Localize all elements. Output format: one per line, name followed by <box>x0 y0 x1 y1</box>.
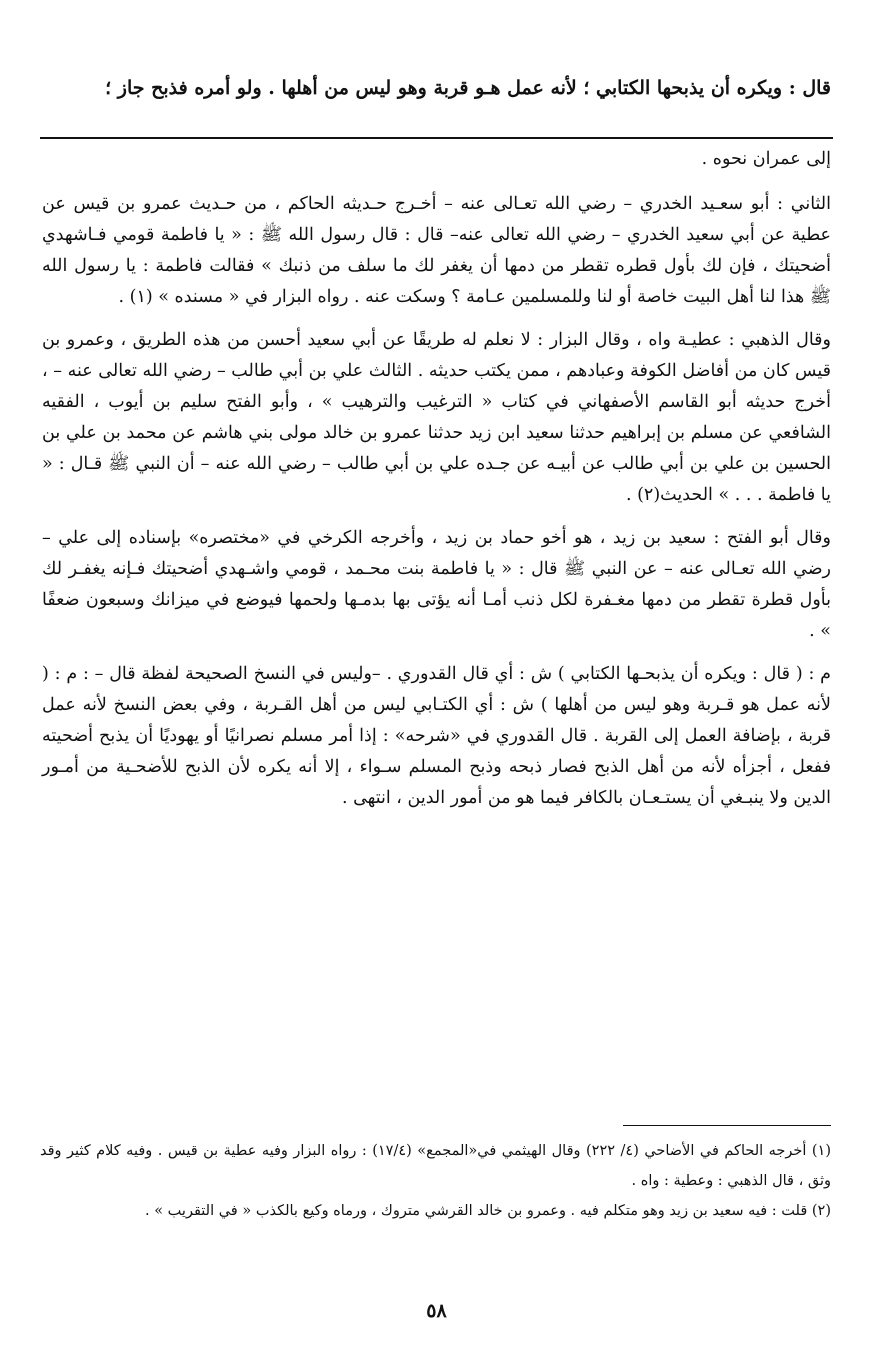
paragraph-5: م : ( قال : ويكره أن يذبحـها الكتابي ) ش : أي قال القدوري . –وليس في النسخ الصحيحة لفظة قال – : م : ( لأنه عمل هو قـربة وهو ليس من أهلها ) ش : أي الكتـابي ليس من أهل القـربة ، وفي بعض النسخ لأنه عمل قربة ، بإضافة العمل إلى القربة . قال القدوري في «شرحه» : إذا أمر مسلم نصرانيًا أو يهوديًا أن يذبح أضحيته ففعل ، أجزأه لأنه من أهل الذبح فصار ذبحه وذبح المسلم سـواء ، إلا أنه يكره لأن الذبح للأضحـية من أمـور الدين ولا ينبـغي أن يستـعـان بالكافر فيما هو من أمور الدين ، انتهى . <box>42 664 831 808</box>
footnote-divider <box>623 1125 831 1126</box>
footnote-2: (٢) قلت : فيه سعيد بن زيد وهو متكلم فيه . وعمرو بن خالد القرشي متروك ، ورماه وكيع بالكذب « في التقريب » . <box>144 1203 831 1219</box>
paragraph-3: وقال الذهبي : عطيـة واه ، وقال البزار : لا نعلم له طريقًا عن أبي سعيد أحسن من هذه الطريق ، وعمرو بن قيس كان من أفاضل الكوفة وعبادهم ، ممن يكتب حديثه . الثالث علي بن أبي طالب – رضي الله تعالى عنه – ، أخرج حديثه أبو القاسم الأصفهاني في كتاب « الترغيب والترهيب » ، وأبو الفتح سليم بن أيوب ، الفقيه الشافعي عن مسلم بن إبراهيم حدثنا سعيد ابن زيد حدثنا عمرو بن خالد مولى بني هاشم عن محمد بن علي بن الحسين بن علي بن أبي طالب عن أبيـه عن جـده علي بن أبي طالب – رضي الله عنه – أن النبي ﷺ قـال : « يا فاطمة . . . » الحديث(٢) . <box>42 330 831 505</box>
header-divider <box>40 137 833 139</box>
paragraph-1: إلى عمران نحوه . <box>701 149 831 169</box>
matn-text: قال : ويكره أن يذبحها الكتابي ؛ لأنه عمل هـو قربة وهو ليس من أهلها . ولو أمره فذبح جاز ؛ <box>105 77 831 99</box>
paragraph-4: وقال أبو الفتح : سعيد بن زيد ، هو أخو حماد بن زيد ، وأخرجه الكرخي في «مختصره» بإسناده إلى علي – رضي الله تعـالى عنه – عن النبي ﷺ قال : « يا فاطمة بنت محـمد ، قومي واشـهدي أضحيتك فـإنه يغفـر لك بأول قطرة تقطر من دمها مغـفرة لكل ذنب أمـا أنه يؤتى بها بدمـها ولحمها فيوضع في ميزانك وسبعون ضعفًا » . <box>42 528 831 641</box>
commentary-body <box>42 144 831 826</box>
page-number: ٥٨ <box>426 1300 447 1322</box>
footnote-1: (١) أخرجه الحاكم في الأضاحي (٤/ ٢٢٢) وقال الهيثمي في«المجمع» (١٧/٤) : رواه البزار وفيه عطية بن قيس . وفيه كلام كثير وقد وثق ، قال الذهبي : وعطية : واه . <box>40 1143 831 1189</box>
paragraph-2: الثاني : أبو سعـيد الخدري – رضي الله تعـالى عنه – أخـرج حـديثه الحاكم ، من حـديث عمرو بن قيس عن عطية عن أبي سعيد الخدري – رضي الله تعالى عنه– قال : قال رسول الله ﷺ : « يا فاطمة قومي فـاشهدي أضحيتك ، فإن لك بأول قطره تقطر من دمها أن يغفر لك ما سلف من ذنبك » فقالت فاطمة : يا رسول الله ﷺ هذا لنا أهل البيت خاصة أو لنا وللمسلمين عـامة ؟ وسكت عنه . رواه البزار في « مسنده » (١) . <box>42 194 831 307</box>
footnotes <box>40 1136 831 1226</box>
